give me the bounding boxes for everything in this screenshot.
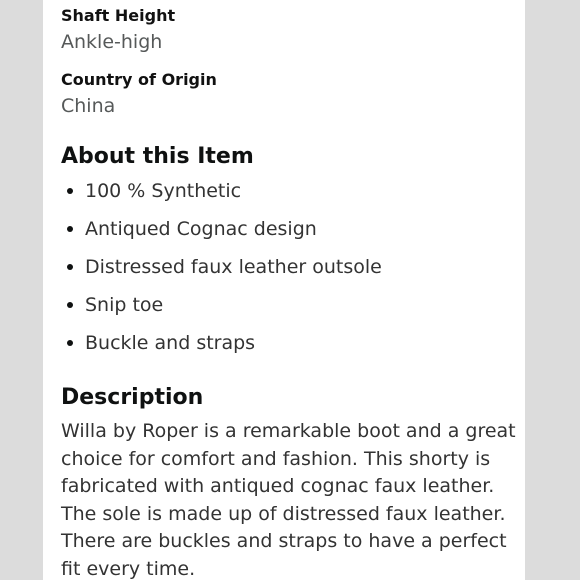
bullet-icon [67,340,73,346]
shaft-height-label: Shaft Height [61,6,176,25]
list-item [61,176,382,214]
list-item-text: 100 % Synthetic [85,180,242,202]
list-item [61,214,382,252]
list-item-text: Buckle and straps [85,332,256,354]
list-item-text: Antiqued Cognac design [85,218,317,240]
shaft-height-value: Ankle-high [61,31,163,53]
about-this-item-list [61,176,382,366]
description-heading: Description [61,385,204,410]
country-of-origin-label: Country of Origin [61,70,217,89]
bullet-icon [67,188,73,194]
country-of-origin-value: China [61,95,116,117]
about-this-item-heading: About this Item [61,144,254,169]
right-backdrop [525,0,580,580]
list-item [61,328,382,366]
bullet-icon [67,264,73,270]
product-details-panel[interactable] [43,0,525,580]
list-item-text: Distressed faux leather outsole [85,256,382,278]
list-item-text: Snip toe [85,294,164,316]
left-backdrop [0,0,43,580]
list-item [61,290,382,328]
bullet-icon [67,302,73,308]
description-text: Willa by Roper is a remarkable boot and a great choice for comfort and fashion. This shorty is fabricated with antiqued cognac faux leather. The sole is made up of distressed faux leather. There are buckles and straps to have a perfect fit every time. [61,420,516,580]
list-item [61,252,382,290]
bullet-icon [67,226,73,232]
